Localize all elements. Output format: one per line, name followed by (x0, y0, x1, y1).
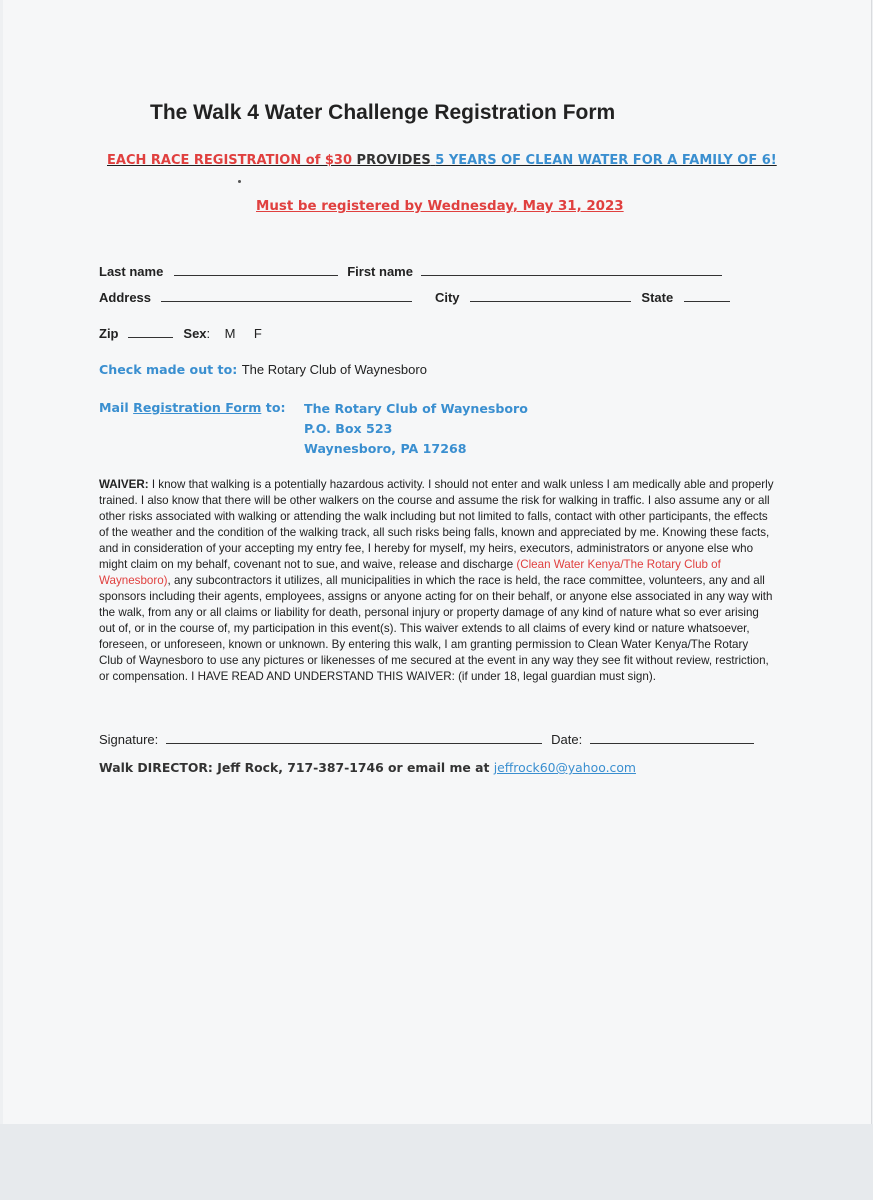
mail-label-suffix: to: (265, 400, 286, 415)
address-field[interactable] (161, 289, 412, 302)
waiver-organization: (Clean Water Kenya/The Rotary Club of Waynesboro) (99, 558, 721, 587)
zip-label: Zip (99, 326, 119, 341)
state-label: State (641, 290, 674, 305)
address-label: Address (99, 290, 152, 305)
form-title: The Walk 4 Water Challenge Registration Form (150, 101, 616, 124)
signature-row (99, 731, 754, 749)
banner-provides: PROVIDES (356, 153, 431, 168)
registration-deadline: Must be registered by Wednesday, May 31, 2023 (256, 199, 624, 214)
price-banner (107, 153, 777, 168)
waiver-heading: WAIVER: (99, 478, 149, 491)
check-payee: The Rotary Club of Waynesboro (241, 362, 427, 377)
date-field[interactable] (590, 731, 754, 744)
mail-label (99, 399, 286, 417)
mailing-address-line: The Rotary Club of Waynesboro (304, 401, 528, 416)
director-contact: Jeff Rock, 717-387-1746 or email me at (217, 760, 490, 775)
banner-price: EACH RACE REGISTRATION of $30 (107, 153, 353, 168)
mailing-address (304, 399, 528, 459)
director-label: Walk DIRECTOR: (99, 760, 213, 775)
last-name-label: Last name (99, 264, 164, 279)
address-row (99, 289, 730, 307)
first-name-label: First name (347, 264, 413, 279)
city-label: City (434, 290, 460, 305)
signature-label: Signature: (99, 732, 159, 747)
mail-label-link: Registration Form (133, 400, 262, 415)
mailing-address-line: P.O. Box 523 (304, 421, 393, 436)
zip-field[interactable] (128, 325, 173, 338)
mailing-address-line: Waynesboro, PA 17268 (304, 441, 467, 456)
walk-director (99, 760, 636, 775)
director-email-link[interactable]: jeffrock60@yahoo.com (493, 760, 636, 775)
zip-sex-row: Zip Sex: M F (99, 326, 262, 341)
banner-benefit: 5 YEARS OF CLEAN WATER FOR A FAMILY OF 6! (435, 153, 777, 168)
sex-option-f[interactable]: F (253, 326, 262, 341)
scan-speck (238, 180, 241, 183)
check-label: Check made out to (99, 362, 233, 377)
waiver-body-end: , any subcontractors it utilizes, all municipalities in which the race is held, the race committee, volunteers, any and all sponsors including their agents, employees, assigns or anyone acting for on their behalf, or anyone else associated in any way with the walk, from any or all claims or liability for death, personal injury or property damage of any kind of nature what so ever arising out of, or in the course of, my participation in this event(s). This waiver extends to all claims of every kind or nature whatsoever, foreseen, or unforeseen, known or unknown. By entering this walk, I am granting permission to Clean Water Kenya/The Rotary Club of Waynesboro to use any pictures or likenesses of me secured at the event in any way they see fit without review, restriction, or compensation. I HAVE READ AND UNDERSTAND THIS WAIVER: (if under 18, legal guardian must sign). (99, 574, 773, 683)
date-label: Date: (551, 732, 583, 747)
state-field[interactable] (684, 289, 730, 302)
last-name-field[interactable] (174, 263, 338, 276)
city-field[interactable] (470, 289, 631, 302)
mail-label-prefix: Mail (99, 400, 129, 415)
sex-option-m[interactable]: M (224, 326, 236, 341)
waiver-text (99, 477, 775, 685)
sex-label: Sex (183, 326, 207, 341)
waiver-body-start: I know that walking is a potentially hazardous activity. I should not enter and walk unless I am medically able and properly trained. I also know that there will be other walkers on the course and assume the risk for walking in traffic. I also assume any or all other risks associated with walking or attending the walk including but not limited to falls, contact with other participants, the effects of the weather and the condition of the walking track, all such risks being falls, known and appreciated by me. Knowing these facts, and in consideration of your accepting my entry fee, I hereby for myself, my heirs, executors, administrators or anyone else who might claim on my behalf, covenant not to sue, and waive, release and discharge (99, 478, 774, 571)
signature-field[interactable] (166, 731, 542, 744)
check-payee-row: Check made out to: The Rotary Club of Waynesboro (99, 362, 427, 377)
scan-background (0, 1124, 873, 1200)
first-name-field[interactable] (421, 263, 722, 276)
name-row (99, 263, 722, 281)
